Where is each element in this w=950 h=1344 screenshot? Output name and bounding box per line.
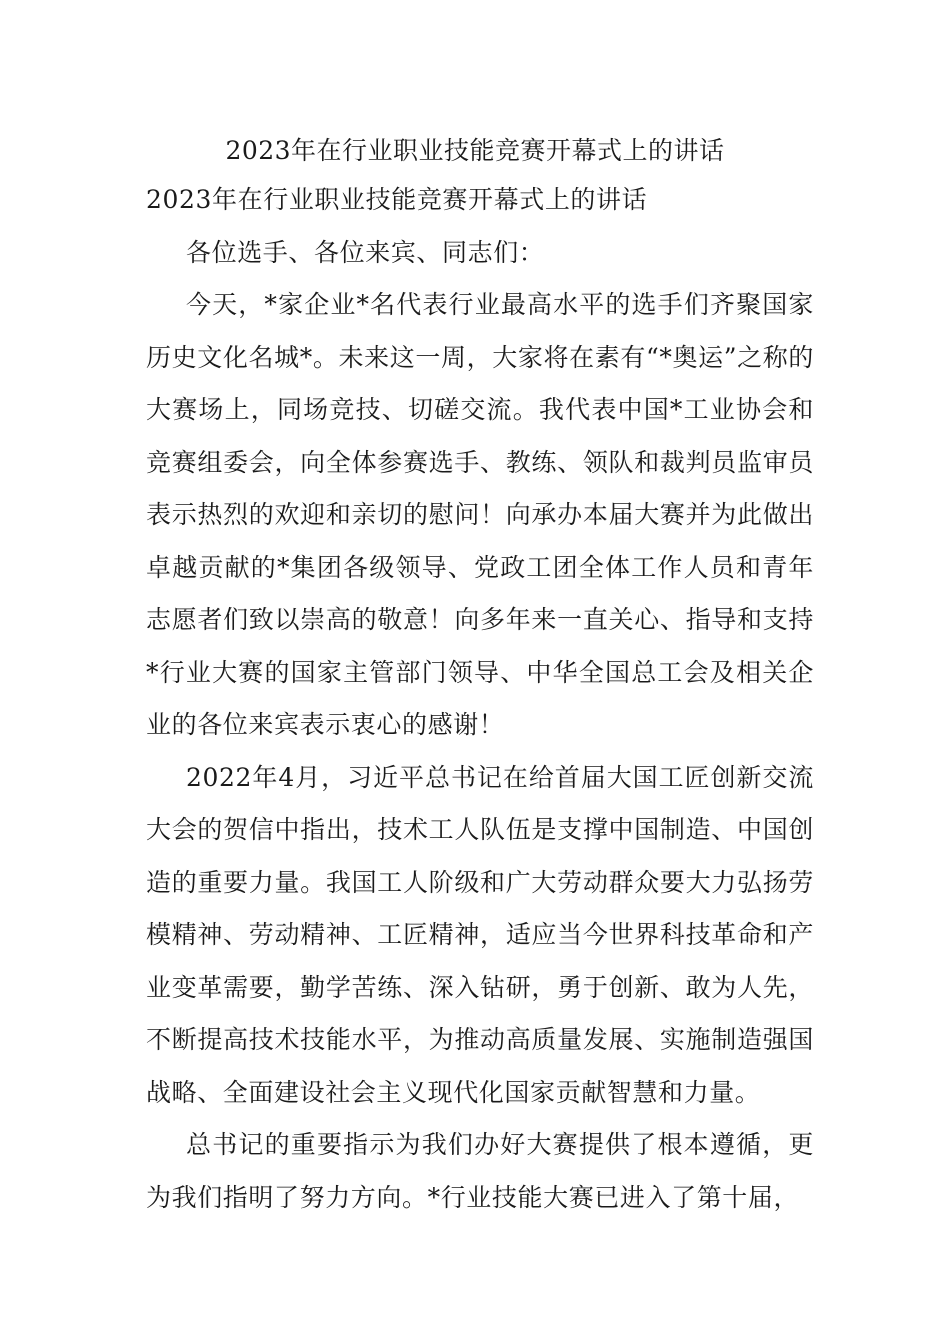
document-body (146, 174, 814, 1224)
document-subtitle: 2023年在行业职业技能竞赛开幕式上的讲话 (146, 185, 648, 214)
paragraph-instruction: 2022年4月，习近平总书记在给首届大国工匠创新交流大会的贺信中指出，技术工人队伍是支撑中国制造、中国创造的重要力量。我国工人阶级和广大劳动群众要大力弘扬劳模精神、劳动精神、工匠精神，适应当今世界科技革命和产业变革需要，勤学苦练、深入钻研，勇于创新、敢为人先，不断提高技术技能水平，为推动高质量发展、实施制造强国战略、全面建设社会主义现代化国家贡献智慧和力量。 (146, 762, 814, 1107)
paragraph-welcome: 今天，*家企业*名代表行业最高水平的选手们齐聚国家历史文化名城*。未来这一周，大家将在素有“*奥运”之称的大赛场上，同场竞技、切磋交流。我代表中国*工业协会和竞赛组委会，向全体参赛选手、教练、领队和裁判员监审员表示热烈的欢迎和亲切的慰问！向承办本届大赛并为此做出卓越贡献的*集团各级领导、党政工团全体工作人员和青年志愿者们致以崇高的敬意！向多年来一直关心、指导和支持*行业大赛的国家主管部门领导、中华全国总工会及相关企业的各位来宾表示衷心的感谢！ (146, 290, 814, 739)
paragraph-guidance: 总书记的重要指示为我们办好大赛提供了根本遵循，更为我们指明了努力方向。*行业技能大赛已进入了第十届， (146, 1130, 814, 1212)
document-title: 2023年在行业职业技能竞赛开幕式上的讲话 (225, 136, 725, 165)
salutation: 各位选手、各位来宾、同志们： (186, 237, 545, 267)
